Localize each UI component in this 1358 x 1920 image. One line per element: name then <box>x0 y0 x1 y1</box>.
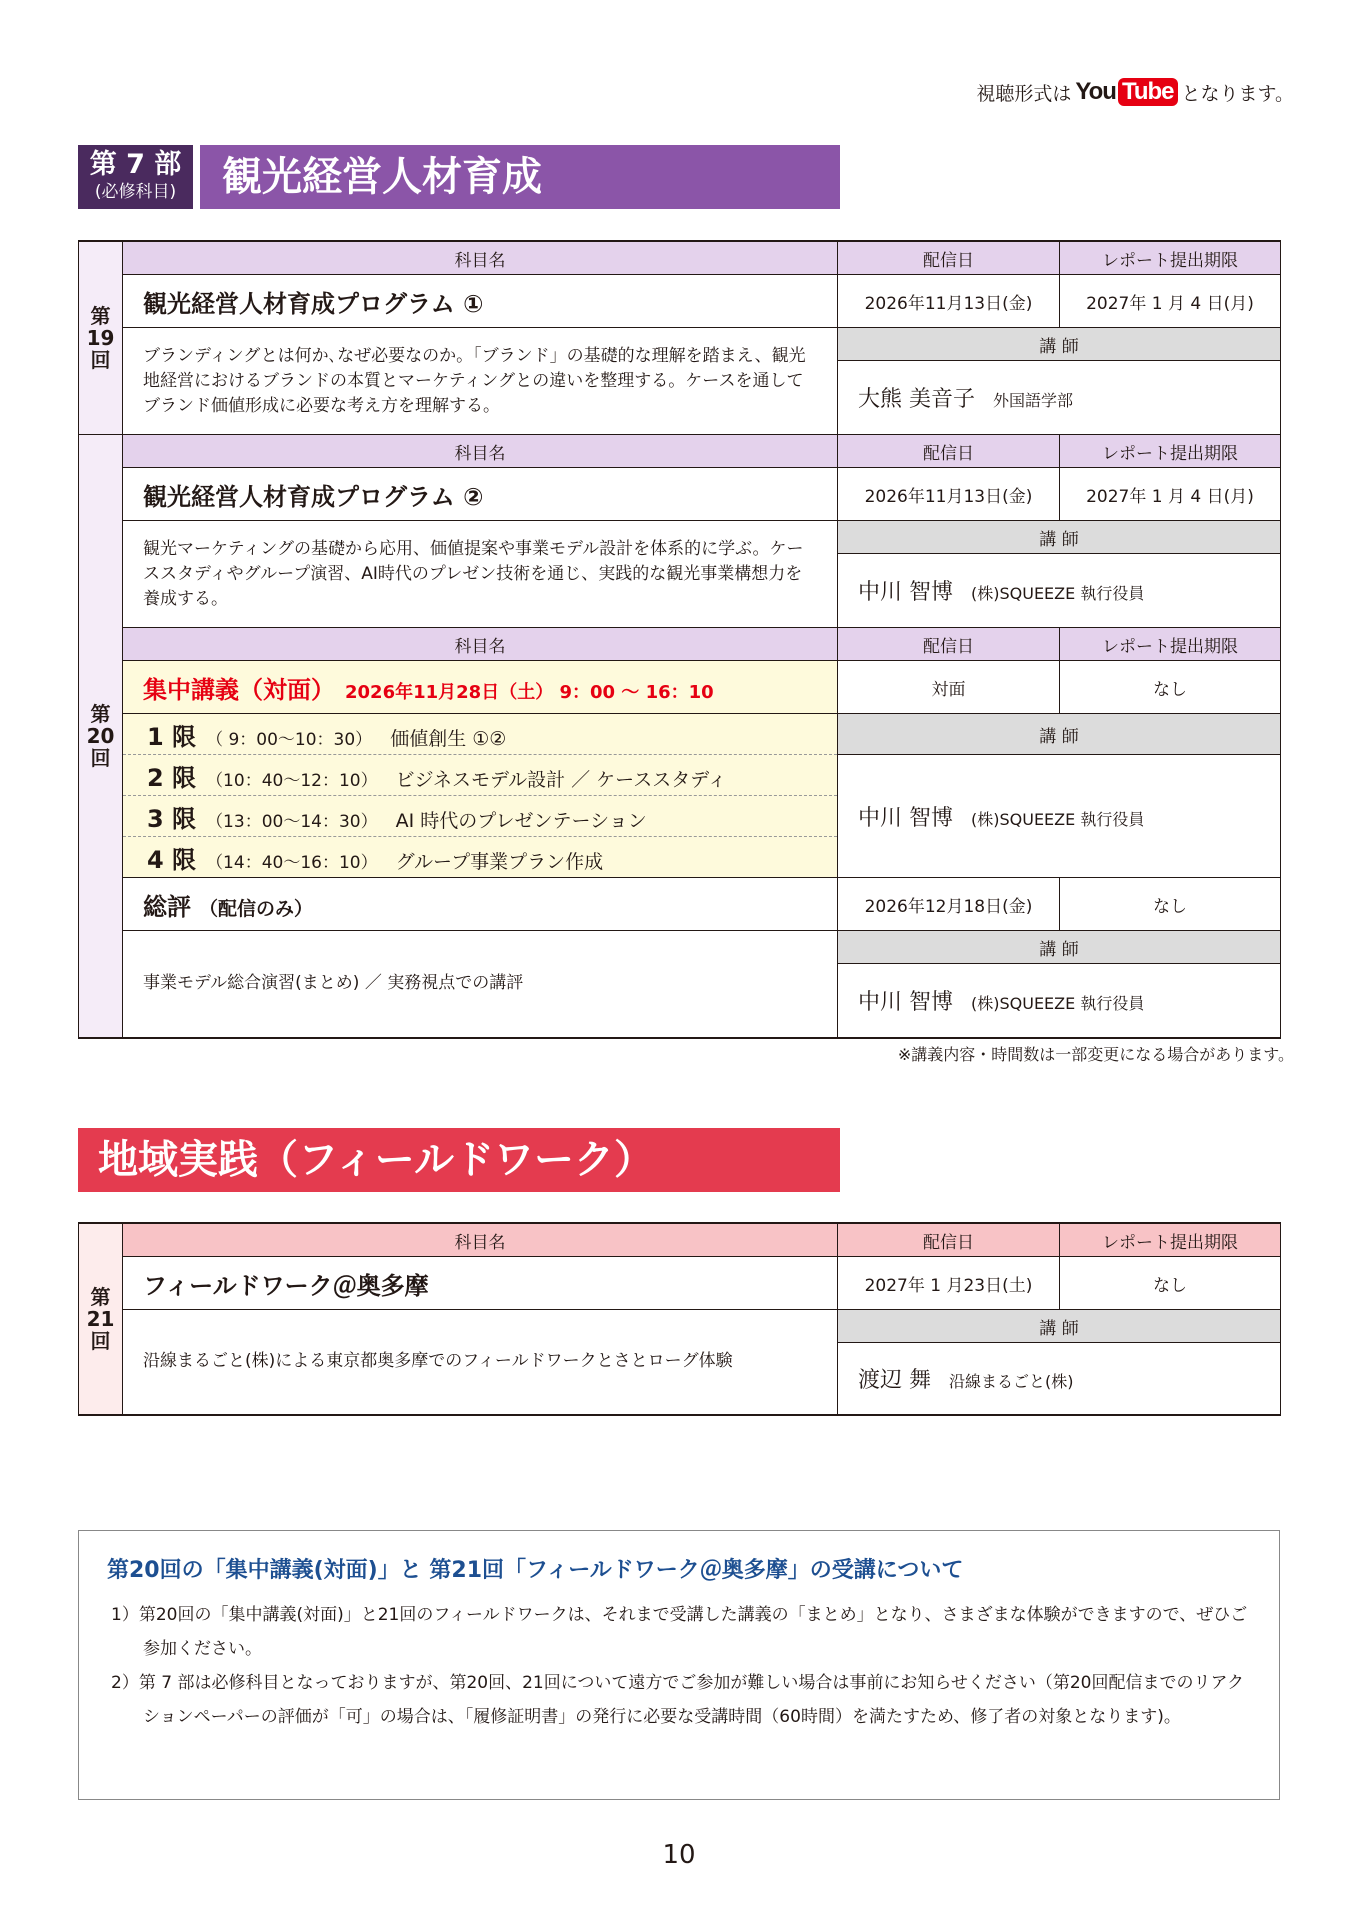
lecturer: 大熊 美音子 外国語学部 <box>838 361 1281 435</box>
col-subject: 科目名 <box>123 241 838 275</box>
col-deadline: レポート提出期限 <box>1060 241 1281 275</box>
period-row: 3 限 （13：00～14：30） AI 時代のプレゼンテーション <box>123 796 838 837</box>
report-deadline: 2027年 1 月 4 日(月) <box>1060 468 1281 521</box>
delivery-date: 2026年12月18日(金) <box>838 878 1060 931</box>
delivery-date: 2026年11月13日(金) <box>838 275 1060 328</box>
fieldwork-table: 第 21 回 科目名 配信日 レポート提出期限 フィールドワーク＠奥多摩 2027年 1 月23日(土) なし 沿線まるごと(株)による東京都奥多摩でのフィールドワークとさとローグ体験 講 師 渡辺 舞 沿線まるごと(株) <box>78 1222 1281 1416</box>
delivery-date: 2026年11月13日(金) <box>838 468 1060 521</box>
lecturer: 渡辺 舞 沿線まるごと(株) <box>838 1343 1281 1415</box>
report-deadline: なし <box>1060 661 1281 714</box>
period-row: 1 限 （ 9：00～10：30） 価値創生 ①② <box>123 714 838 755</box>
session-21: 第 21 回 <box>79 1223 123 1415</box>
report-deadline: 2027年 1 月 4 日(月) <box>1060 275 1281 328</box>
delivery-date: 対面 <box>838 661 1060 714</box>
info-item: 1）第20回の「集中講義(対面)」と21回のフィールドワークは、それまで受講した講義の「まとめ」となり、さまざまな体験ができますので、ぜひご参加ください。 <box>111 1605 1248 1659</box>
course-description: ブランディングとは何か､なぜ必要なのか。「ブランド」の基礎的な理解を踏まえ、観光地経営におけるブランドの本質とマーケティングとの違いを整理する。ケースを通してブランド価値形成に必要な考え方を理解する。 <box>123 328 838 435</box>
session-20: 第 20 回 <box>79 435 123 1038</box>
part-title: 観光経営人材育成 <box>200 145 840 209</box>
course-title: フィールドワーク＠奥多摩 <box>123 1257 838 1310</box>
fieldwork-title: 地域実践（フィールドワーク） <box>78 1128 840 1192</box>
part-label: 第 7 部 (必修科目) <box>78 145 193 209</box>
review-description: 事業モデル総合演習(まとめ) ／ 実務視点での講評 <box>123 931 838 1038</box>
lecturer: 中川 智博 (株)SQUEEZE 執行役員 <box>838 554 1281 628</box>
info-item: 2）第 7 部は必修科目となっておりますが、第20回、21回について遠方でご参加が難しい場合は事前にお知らせください（第20回配信までのリアクションペーパーの評価が「可」の場合は、「履修証明書」の発行に必要な受講時間（60時間）を満たすため、修了者の対象となります)。 <box>111 1673 1244 1727</box>
viewing-format <box>976 78 1294 106</box>
intensive-lecture-title: 集中講義（対面） 2026年11月28日（土） 9：00 ～ 16：10 <box>123 661 838 714</box>
session-19: 第 19 回 <box>79 241 123 435</box>
report-deadline: なし <box>1060 1257 1281 1310</box>
info-title: 第20回の「集中講義(対面)」と 第21回「フィールドワーク＠奥多摩」の受講について <box>107 1558 964 1583</box>
part7-table: 第 19 回 科目名 配信日 レポート提出期限 観光経営人材育成プログラム ① 2026年11月13日(金) 2027年 1 月 4 日(月) ブランディングとは何か､なぜ必要なのか。「ブランド」の基礎的な理解を踏まえ、観光地経営におけるブランドの本質とマーケティングとの違いを整理する。ケースを通してブランド価値形成に必要な考え方を理解する。 講 師 大熊 美音子 外国語学部 第 20 回 科目名 配信日 レポート提出期限 観光経営人材育成プログラム ② 2026年11月13日(金) 2027年 1 月 4 日(月) 観光マーケティングの基礎から応用、価値提案や事業モデル設計を体系的に学ぶ。ケーススタディやグループ演習、AI時代のプレゼン技術を通じ、実践的な観光事業構想力を養成する。 講 師 中川 智博 (株)SQUEEZE 執行役員 科目名 配信日 レポート提出期限 集中講義（対面） 2026年11月28日（土） 9：00 ～ 16：10 対面 なし 1 限 （ 9：00～10：30） 価値創生 ①② 講 師 2 限 （10：40～12：10） ビジネスモデル設計 ／ ケーススタディ 中川 智博 (株)SQUEEZE 執行役員 3 限 （13：00～14：30） AI 時代のプレゼンテーション 4 限 （14：40～16：10） グループ事業プラン作成 総評 （配信のみ） 2026年12月18日(金) なし 事業モデル総合演習(まとめ) ／ 実務視点での講評 講 師 中川 智博 (株)SQUEEZE 執行役員 <box>78 240 1281 1039</box>
page-number: 10 <box>662 1840 696 1870</box>
period-row: 2 限 （10：40～12：10） ビジネスモデル設計 ／ ケーススタディ <box>123 755 838 796</box>
review-title: 総評 （配信のみ） <box>123 878 838 931</box>
lecturer: 中川 智博 (株)SQUEEZE 執行役員 <box>838 755 1281 878</box>
view-prefix: 視聴形式は <box>976 82 1072 105</box>
course-title: 観光経営人材育成プログラム ② <box>123 468 838 521</box>
course-description: 沿線まるごと(株)による東京都奥多摩でのフィールドワークとさとローグ体験 <box>123 1310 838 1415</box>
course-description: 観光マーケティングの基礎から応用、価値提案や事業モデル設計を体系的に学ぶ。ケーススタディやグループ演習、AI時代のプレゼン技術を通じ、実践的な観光事業構想力を養成する。 <box>123 521 838 628</box>
change-note: ※講義内容・時間数は一部変更になる場合があります。 <box>897 1045 1294 1064</box>
lecturer: 中川 智博 (株)SQUEEZE 執行役員 <box>838 964 1281 1038</box>
course-title: 観光経営人材育成プログラム ① <box>123 275 838 328</box>
col-lecturer: 講 師 <box>838 328 1281 361</box>
view-suffix: となります。 <box>1181 82 1294 105</box>
period-row: 4 限 （14：40～16：10） グループ事業プラン作成 <box>123 837 838 878</box>
delivery-date: 2027年 1 月23日(土) <box>838 1257 1060 1310</box>
attendance-info-box <box>78 1530 1280 1800</box>
col-date: 配信日 <box>838 241 1060 275</box>
youtube-logo: You Tube <box>1075 78 1177 106</box>
report-deadline: なし <box>1060 878 1281 931</box>
